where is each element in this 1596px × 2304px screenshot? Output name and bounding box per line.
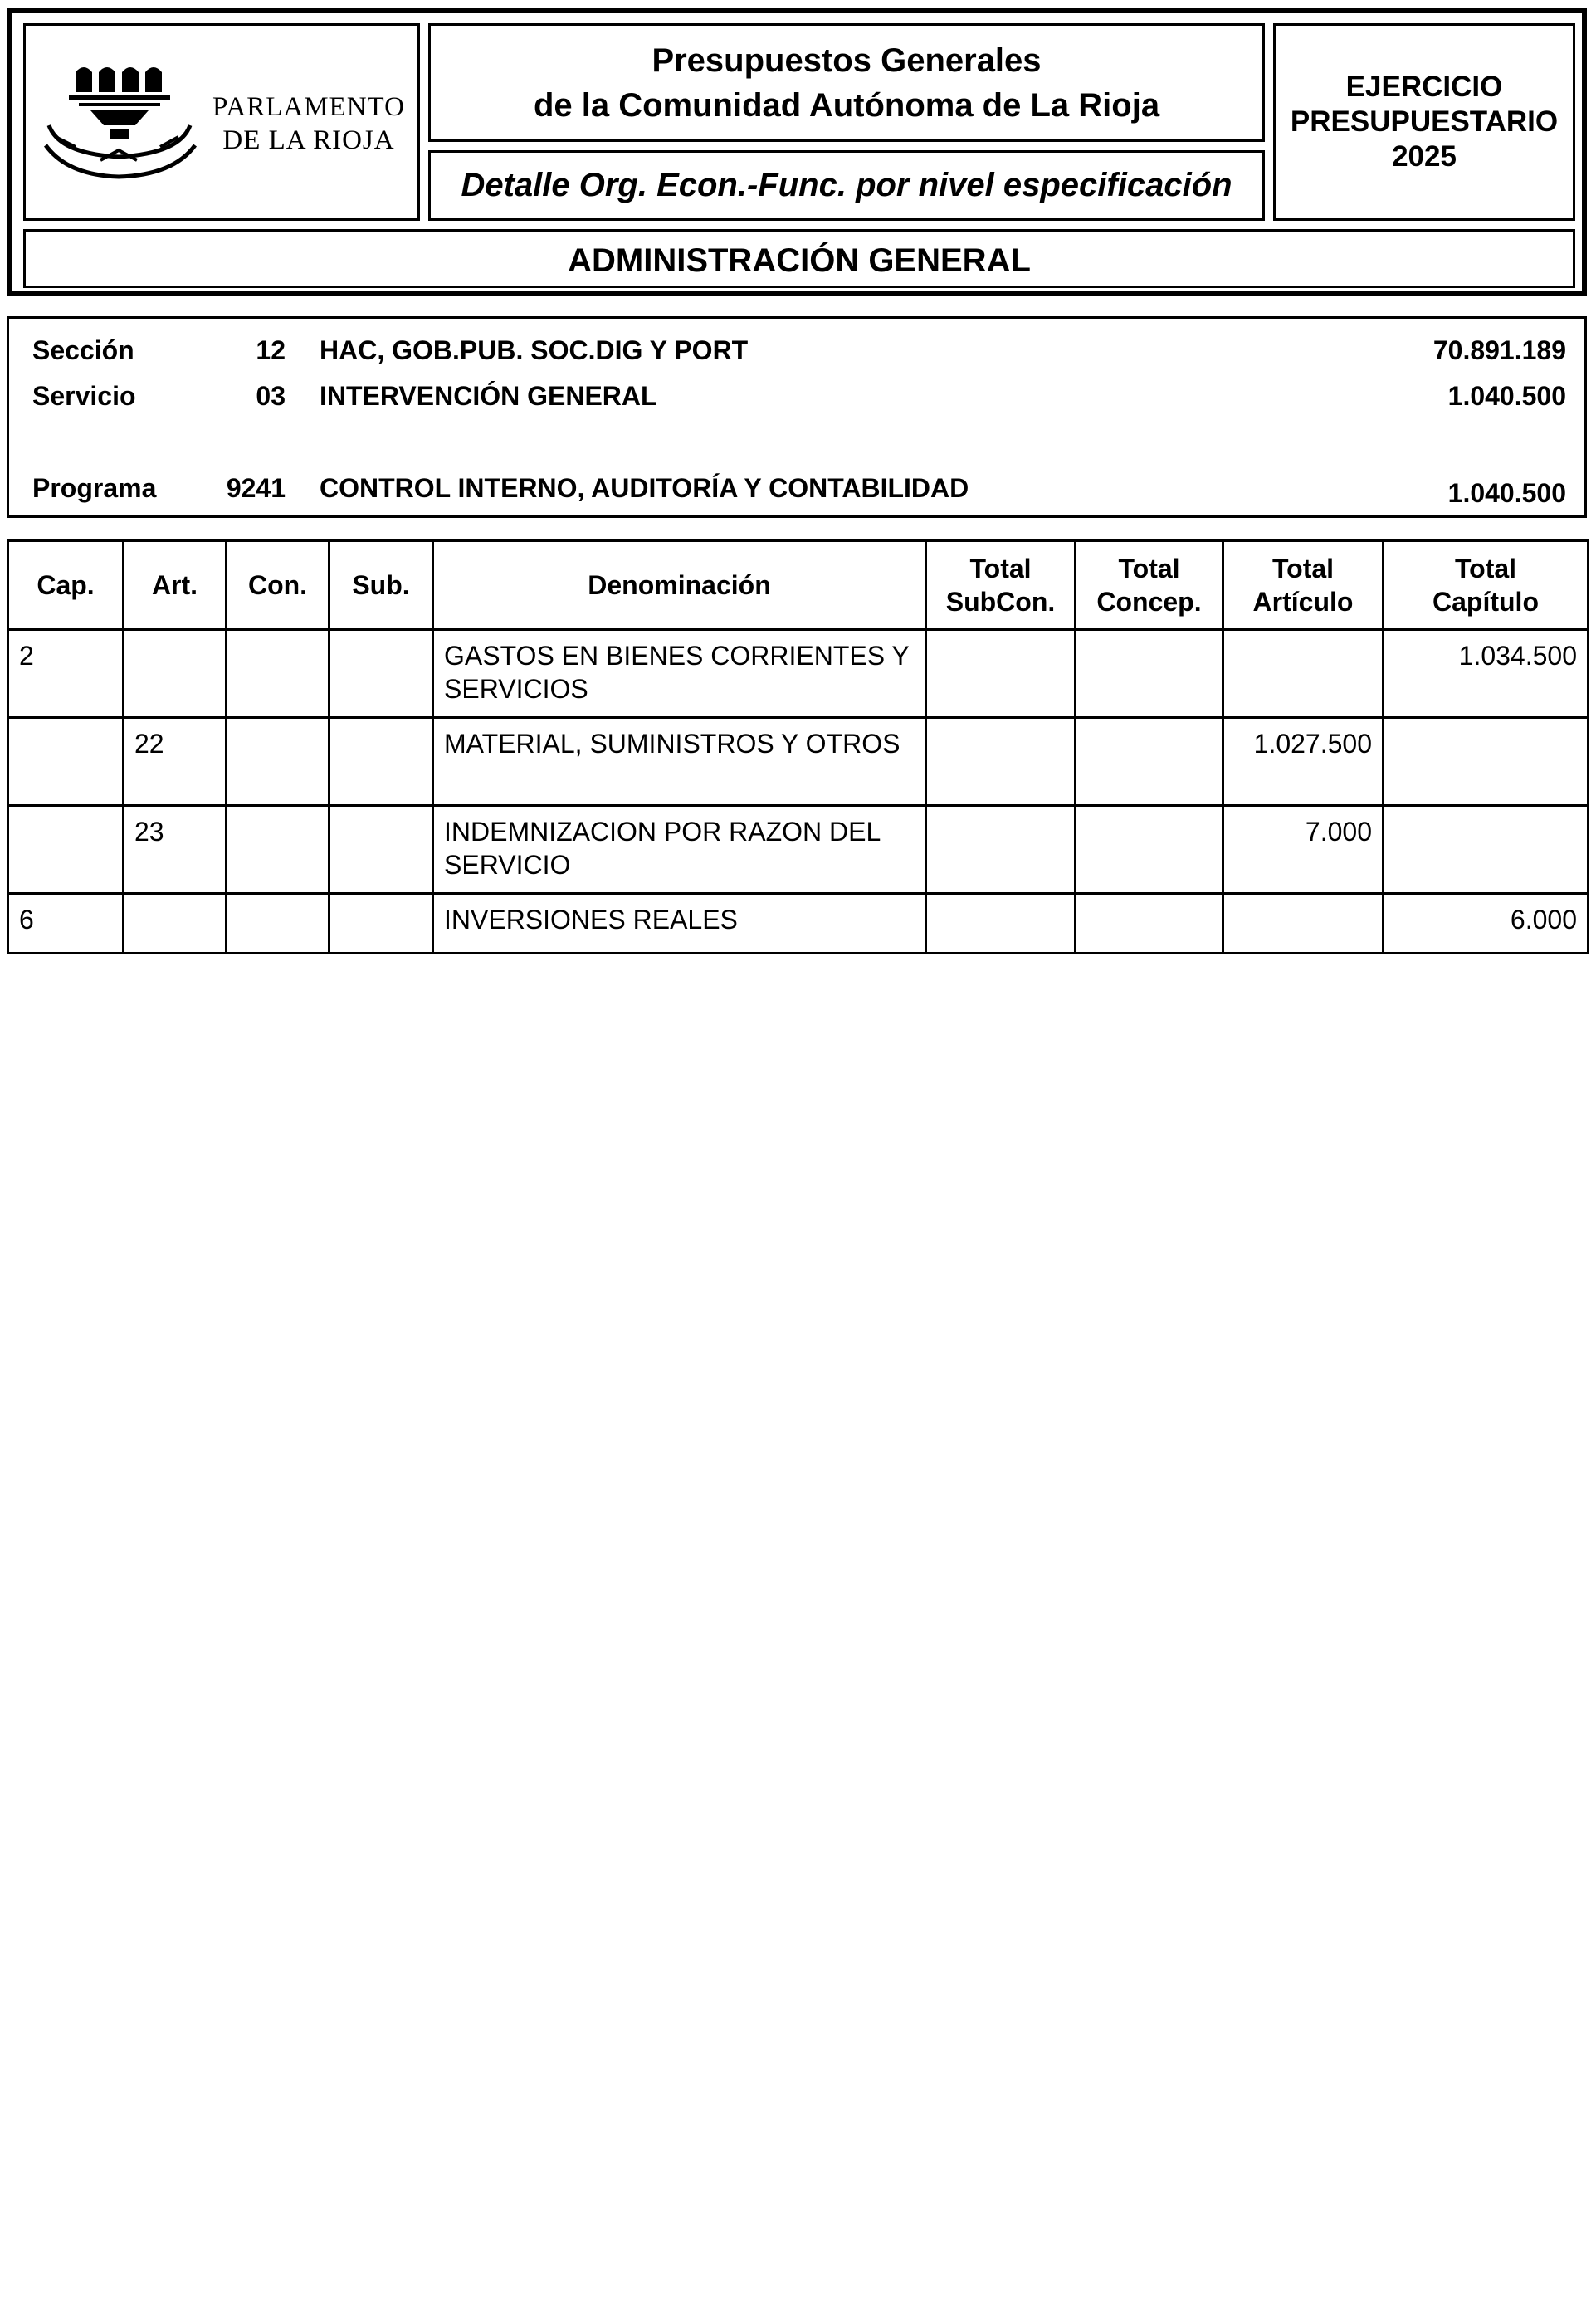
logo-line-1: PARLAMENTO xyxy=(212,92,405,122)
servicio-label: Servicio xyxy=(32,381,136,411)
budget-table xyxy=(7,539,1589,954)
cell-total-articulo: 1.027.500 xyxy=(1223,718,1384,806)
header-total-articulo-line2: Artículo xyxy=(1252,587,1354,617)
programa-code: 9241 xyxy=(226,473,286,503)
section-banner xyxy=(23,229,1575,288)
header-total-subcon-line2: SubCon. xyxy=(945,587,1056,617)
cell-total-concep xyxy=(1076,630,1223,718)
cell-denominacion: INVERSIONES REALES xyxy=(433,894,926,954)
header-total-concep-line1: Total xyxy=(1118,554,1180,583)
header-total-capitulo-line1: Total xyxy=(1454,554,1517,583)
table-row xyxy=(8,894,1589,954)
header-total-concep xyxy=(1076,541,1223,630)
programa-label: Programa xyxy=(32,473,157,503)
cell-total-articulo xyxy=(1223,894,1384,954)
cell-total-subcon xyxy=(926,718,1076,806)
year-line-2: PRESUPUESTARIO xyxy=(1290,105,1559,138)
table-header-row xyxy=(8,541,1589,630)
cell-total-capitulo xyxy=(1384,806,1589,894)
logo-box xyxy=(23,23,420,221)
cell-total-capitulo: 6.000 xyxy=(1384,894,1589,954)
header-total-subcon-line1: Total xyxy=(969,554,1032,583)
header-cap: Cap. xyxy=(8,541,124,630)
seccion-name: HAC, GOB.PUB. SOC.DIG Y PORT xyxy=(320,335,749,365)
seccion-row xyxy=(9,335,1584,369)
budget-year-box xyxy=(1273,23,1575,221)
year-value: 2025 xyxy=(1392,140,1457,173)
servicio-row xyxy=(9,381,1584,414)
cell-total-articulo: 7.000 xyxy=(1223,806,1384,894)
organization-info xyxy=(7,316,1587,518)
cell-total-articulo xyxy=(1223,630,1384,718)
servicio-code: 03 xyxy=(256,381,286,411)
cell-art xyxy=(124,630,227,718)
cell-art xyxy=(124,894,227,954)
cell-total-concep xyxy=(1076,806,1223,894)
cell-denominacion: INDEMNIZACION POR RAZON DEL SERVICIO xyxy=(433,806,926,894)
year-line-1: EJERCICIO xyxy=(1345,71,1503,103)
cell-total-capitulo: 1.034.500 xyxy=(1384,630,1589,718)
programa-row xyxy=(9,473,1584,506)
cell-denominacion: MATERIAL, SUMINISTROS Y OTROS xyxy=(433,718,926,806)
header-total-articulo-line1: Total xyxy=(1271,554,1335,583)
cell-total-concep xyxy=(1076,894,1223,954)
subtitle-text: Detalle Org. Econ.-Func. por nivel especificación xyxy=(461,167,1232,203)
cell-con xyxy=(227,718,329,806)
cell-con xyxy=(227,806,329,894)
header-con: Con. xyxy=(227,541,329,630)
cell-sub xyxy=(329,806,433,894)
header-denominacion: Denominación xyxy=(433,541,926,630)
cell-cap xyxy=(8,806,124,894)
cell-denominacion: GASTOS EN BIENES CORRIENTES Y SERVICIOS xyxy=(433,630,926,718)
document-subtitle xyxy=(428,150,1265,221)
cell-total-subcon xyxy=(926,630,1076,718)
cell-con xyxy=(227,630,329,718)
header-total-subcon xyxy=(926,541,1076,630)
cell-total-concep xyxy=(1076,718,1223,806)
cell-cap xyxy=(8,718,124,806)
cell-art: 23 xyxy=(124,806,227,894)
header-art: Art. xyxy=(124,541,227,630)
cell-art: 22 xyxy=(124,718,227,806)
cell-total-subcon xyxy=(926,894,1076,954)
cell-cap: 6 xyxy=(8,894,124,954)
cell-cap: 2 xyxy=(8,630,124,718)
header-total-articulo xyxy=(1223,541,1384,630)
servicio-amount: 1.040.500 xyxy=(1447,381,1566,411)
table-row xyxy=(8,630,1589,718)
logo-text xyxy=(205,90,412,157)
header-total-capitulo-line2: Capítulo xyxy=(1432,587,1539,617)
table-row xyxy=(8,806,1589,894)
logo-line-2: DE LA RIOJA xyxy=(222,125,395,155)
document-title xyxy=(428,23,1265,142)
title-line-1: Presupuestos Generales xyxy=(652,41,1042,79)
section-banner-text: ADMINISTRACIÓN GENERAL xyxy=(568,242,1031,279)
programa-amount: 1.040.500 xyxy=(1447,478,1566,508)
header-total-capitulo xyxy=(1384,541,1589,630)
seccion-amount: 70.891.189 xyxy=(1432,335,1566,365)
seccion-code: 12 xyxy=(256,335,286,365)
servicio-name: INTERVENCIÓN GENERAL xyxy=(320,381,657,411)
table-row xyxy=(8,718,1589,806)
cell-sub xyxy=(329,630,433,718)
cell-con xyxy=(227,894,329,954)
title-line-2: de la Comunidad Autónoma de La Rioja xyxy=(533,86,1160,124)
header-sub: Sub. xyxy=(329,541,433,630)
cell-total-capitulo xyxy=(1384,718,1589,806)
document-header xyxy=(7,8,1587,296)
cell-sub xyxy=(329,894,433,954)
header-total-concep-line2: Concep. xyxy=(1096,587,1202,617)
parliament-emblem-icon xyxy=(42,61,217,185)
programa-name: CONTROL INTERNO, AUDITORÍA Y CONTABILIDAD xyxy=(320,473,969,503)
cell-total-subcon xyxy=(926,806,1076,894)
seccion-label: Sección xyxy=(32,335,134,365)
cell-sub xyxy=(329,718,433,806)
